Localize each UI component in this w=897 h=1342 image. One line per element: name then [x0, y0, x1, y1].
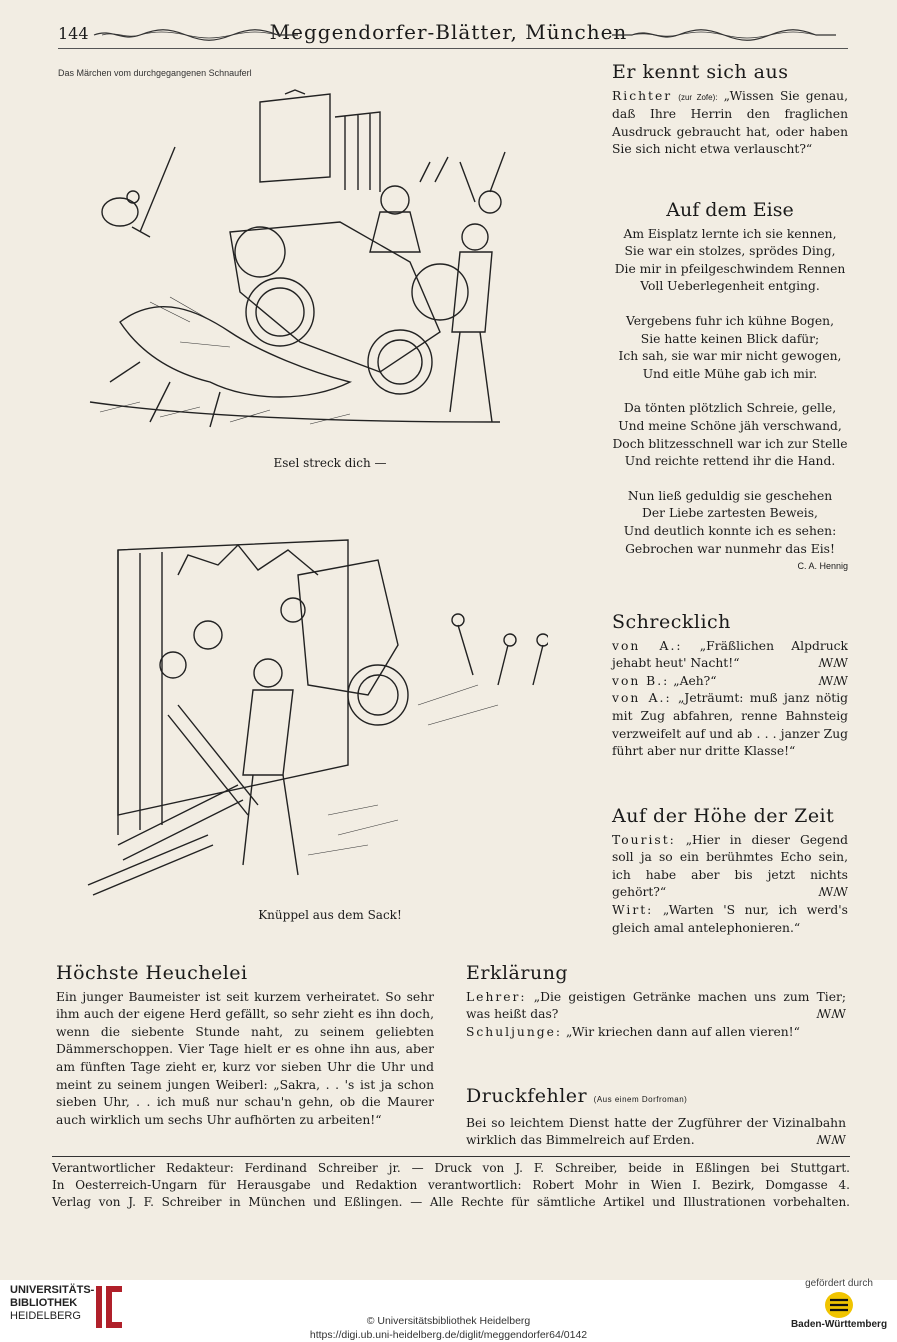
dialog-text: „Fräßlichen Alpdruck jehabt heut' Nacht!“ [612, 638, 848, 671]
poem-stanza [612, 226, 848, 296]
dialog-speaker: von B.: [612, 673, 670, 688]
heuchelei-text: Ein junger Baumeister ist seit kurzem verheiratet. So sehr ihm auch der eigene Herd gefällt, so sehr zieht es ihn doch, wenn die siebente Stunde naht, zu seinem geliebten Dämmerschoppen. Vier Tage hielt er es ohne ihn aus, aber am fünften Tage zieht er, kurz vor sieben Uhr die Uhr und meint zu seinem jungen Weiberl: „Sakra, . . 's ist ja schon sieben Uhr, . . ich muß nur schau'n gehn, ob die Maurer auch wirklich um sechs Uhr aufhörten zu arbeiten!“ [56, 989, 434, 1127]
section-hoechste-heuchelei [56, 962, 434, 1129]
imprint-line-3: Verlag von J. F. Schreiber in München und Eßlingen. — Alle Rechte für sämtliche Artikel und Illustrationen vorbehalten. [52, 1195, 850, 1209]
dialog-line [466, 989, 846, 1024]
imprint [52, 1160, 850, 1211]
dialog-text: „Die geistigen Getränke machen uns zum Tier; was heißt das? [466, 989, 846, 1022]
poem-line: Ich sah, sie war mir nicht gewogen, [618, 349, 842, 364]
illustration-runaway-car [80, 82, 540, 447]
copyright-block [0, 1314, 897, 1342]
dialog-text: „Jeträumt: muß janz nötig mit Zug abfahren, renne Bahnsteig verzweifelt auf und ab . . . janzer Zug führt aber nur dritte Klasse!“ [612, 691, 848, 759]
druckfehler-title: Druckfehler [466, 1085, 588, 1107]
poem-line: Und eitle Mühe gab ich mir. [642, 366, 818, 381]
hoehe-dialog [612, 832, 848, 938]
header-ornament-left [92, 28, 300, 42]
poem-line: Gebrochen war nunmehr das Eis! [625, 541, 835, 556]
section-druckfehler [466, 1085, 846, 1150]
page-number: 144 [58, 24, 89, 43]
dialog-line [466, 1024, 846, 1042]
end-mark: ꟿꟿ [818, 885, 848, 900]
masthead-title: Meggendorfer-Blätter, München [269, 20, 628, 44]
dialog-text: „Aeh?“ [673, 673, 717, 688]
druckfehler-source: (Aus einem Dorfroman) [593, 1095, 688, 1104]
poem-line: Und meine Schöne jäh verschwand, [618, 418, 842, 433]
funder-name: Baden-Württemberg [790, 1319, 888, 1330]
poem-author: C. A. Hennig [797, 561, 848, 572]
header-rule [58, 48, 848, 49]
heading-hoechste-heuchelei: Höchste Heuchelei [56, 962, 248, 984]
poem-line: Der Liebe zartesten Beweis, [642, 506, 818, 521]
section-auf-dem-eise [612, 199, 848, 576]
dialog-line [612, 832, 848, 902]
poem-line: Voll Ueberlegenheit entging. [640, 279, 820, 294]
funded-by-label: gefördert durch [805, 1278, 873, 1289]
er-kennt-text [612, 88, 848, 159]
dialog-line [612, 690, 848, 760]
source-url[interactable]: https://digi.ub.uni-heidelberg.de/diglit/meggendorfer64/0142 [309, 1329, 588, 1341]
druckfehler-text [466, 1115, 846, 1150]
poem-line: Am Eisplatz lernte ich sie kennen, [623, 226, 837, 241]
druckfehler-body: Bei so leichtem Dienst hatte der Zugführer der Vizinalbahn wirklich das Bimmelreich auf Erden. [466, 1115, 846, 1148]
poem-line: Und reichte rettend ihr die Hand. [624, 454, 836, 469]
poem-line: Vergebens fuhr ich kühne Bogen, [626, 313, 834, 328]
heading-hoehe-der-zeit: Auf der Höhe der Zeit [612, 805, 835, 827]
section-schrecklich [612, 611, 848, 761]
header-ornament-right [610, 28, 838, 42]
end-mark: ꟿꟿ [818, 656, 848, 671]
dialog-line [612, 902, 848, 937]
dialog-speaker: Tourist: [612, 832, 676, 847]
poem-line: Sie war ein stolzes, sprödes Ding, [624, 244, 836, 259]
section-erklaerung [466, 962, 846, 1041]
poem-line: Die mir in pfeilgeschwindem Rennen [614, 261, 846, 276]
section-er-kennt-sich-aus [612, 61, 848, 159]
er-kennt-quote: „Wissen Sie genau, daß Ihre Herrin den fraglichen Ausdruck gebraucht hat, oder haben Sie sich nicht etwa verlauscht?“ [612, 88, 848, 157]
heading-schrecklich: Schrecklich [612, 611, 731, 633]
poem-line: Doch blitzesschnell war ich zur Stelle [612, 436, 848, 451]
imprint-line-2: In Oesterreich-Ungarn für Herausgabe und Redaktion verantwortlich: Robert Mohr in Wien I. Bezirk, Domgasse 4. [52, 1178, 850, 1192]
end-mark: ꟿꟿ [816, 1133, 846, 1148]
dialog-speaker: Lehrer: [466, 989, 527, 1004]
imprint-line-1: Verantwortlicher Redakteur: Ferdinand Schreiber jr. — Druck von J. F. Schreiber, beide in Eßlingen bei Stuttgart. [52, 1161, 850, 1175]
speaker-richter: Richter [612, 88, 673, 103]
end-mark: ꟿꟿ [818, 673, 848, 688]
dialog-text: „Warten 'S nur, ich werd's gleich amal antelephonieren.“ [612, 902, 848, 935]
poem-line: Nun ließ geduldig sie geschehen [627, 488, 833, 503]
heading-er-kennt-sich-aus: Er kennt sich aus [612, 61, 789, 83]
schrecklich-dialog [612, 638, 848, 761]
poem-line: Und deutlich konnte ich es sehen: [623, 523, 837, 538]
footer-rule [52, 1156, 850, 1157]
poem-stanza [612, 400, 848, 470]
poem-line: Sie hatte keinen Blick dafür; [640, 331, 820, 346]
copyright-text: © Universitätsbibliothek Heidelberg [366, 1315, 531, 1327]
section-hoehe-der-zeit [612, 805, 848, 937]
poem-stanza [612, 488, 848, 558]
heading-auf-dem-eise: Auf dem Eise [666, 199, 794, 221]
series-caption: Das Märchen vom durchgegangenen Schnauferl [58, 68, 252, 78]
erklaerung-dialog [466, 989, 846, 1042]
end-mark: ꟿꟿ [816, 1007, 846, 1022]
dialog-speaker: Wirt: [612, 902, 654, 917]
heading-druckfehler [466, 1085, 846, 1109]
poem-stanza [612, 313, 848, 383]
dialog-speaker: Schuljunge: [466, 1024, 563, 1039]
heading-erklaerung: Erklärung [466, 962, 569, 984]
illustration-barn-crash [78, 515, 548, 900]
dialog-speaker: von A.: [612, 638, 683, 653]
dialog-text: „Hier in dieser Gegend soll ja so ein berühmtes Echo sein, ich habe aber bis jetzt nichts gehört?“ [612, 832, 848, 900]
dialog-line [612, 638, 848, 673]
illustration-bottom-caption: Knüppel aus dem Sack! [258, 908, 402, 922]
library-name: UNIVERSITÄTS- BIBLIOTHEK HEIDELBERG [10, 1284, 95, 1322]
poem-line: Da tönten plötzlich Schreie, gelle, [623, 401, 837, 416]
dialog-text: „Wir kriechen dann auf allen vieren!“ [565, 1024, 800, 1039]
dialog-line [612, 673, 848, 691]
dialog-speaker: von A.: [612, 691, 672, 706]
poem [612, 226, 848, 559]
aside-zur-zofe: (zur Zofe): [678, 92, 718, 102]
illustration-top-caption: Esel streck dich — [273, 456, 387, 470]
